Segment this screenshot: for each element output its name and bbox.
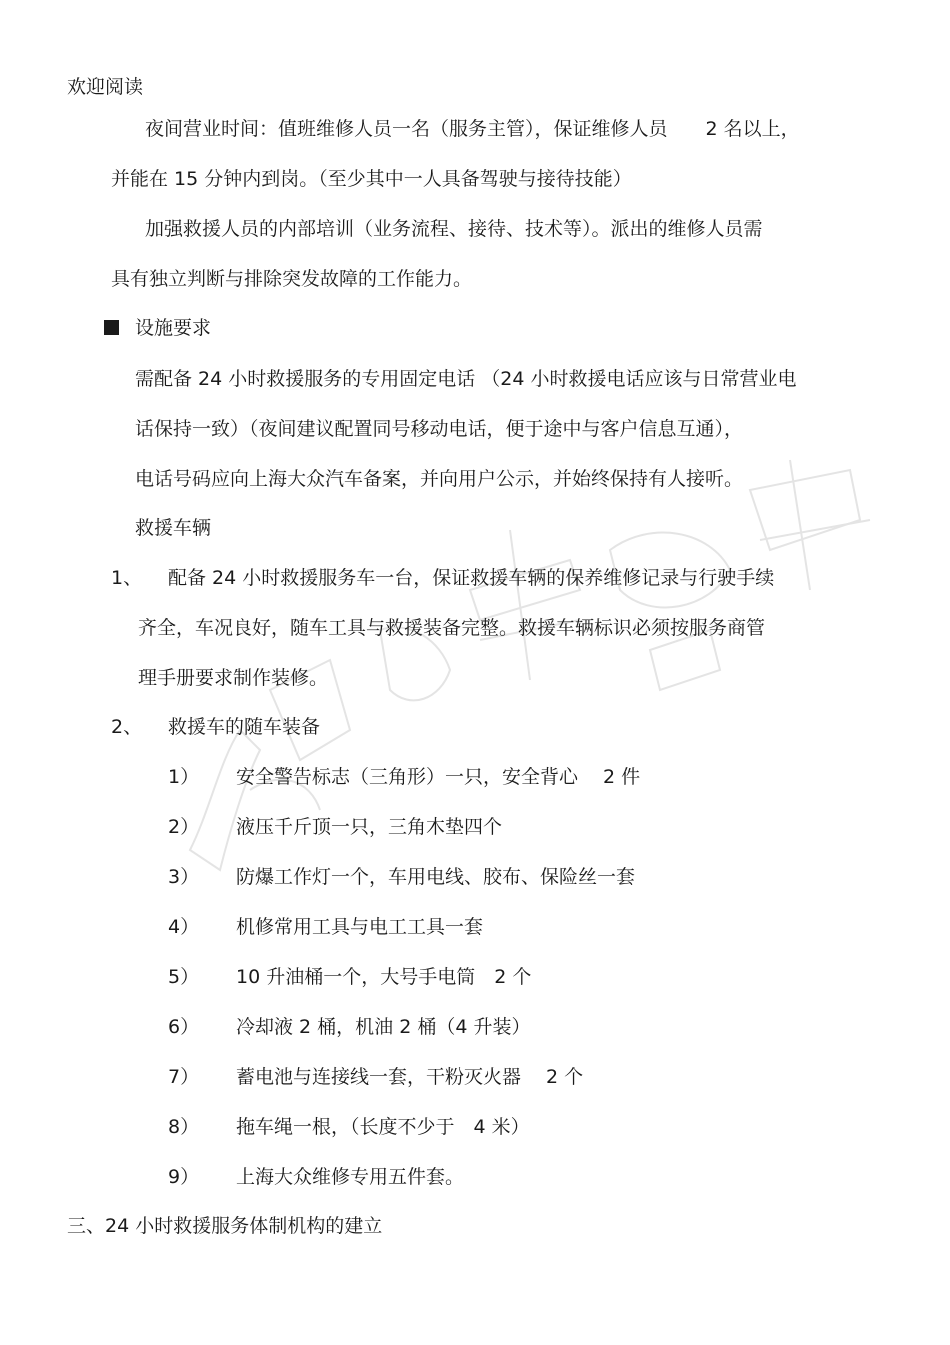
equipment-number: 6）: [168, 1016, 200, 1038]
equipment-number: 8）: [168, 1116, 200, 1138]
equipment-item: 防爆工作灯一个，车用电线、胶布、保险丝一套: [236, 866, 636, 888]
equipment-number: 4）: [168, 916, 200, 938]
paragraph-night-hours-line2: 并能在 15 分钟内到岗。（至少其中一人具备驾驶与接待技能）: [111, 168, 632, 190]
equipment-item: 安全警告标志（三角形）一只，安全背心 2 件: [236, 766, 641, 788]
phone-paragraph-line1: 需配备 24 小时救援服务的专用固定电话 （24 小时救援电话应该与日常营业电: [135, 368, 797, 390]
equipment-item: 上海大众维修专用五件套。: [236, 1166, 465, 1188]
paragraph-training-line1: 加强救援人员的内部培训（业务流程、接待、技术等）。派出的维修人员需: [145, 218, 763, 240]
paragraph-night-hours-line1: 夜间营业时间：值班维修人员一名（服务主管），保证维修人员 2 名以上，: [145, 118, 800, 140]
equipment-item: 冷却液 2 桶，机油 2 桶（4 升装）: [236, 1016, 531, 1038]
item1-line3: 理手册要求制作装修。: [138, 667, 329, 689]
header-text: 欢迎阅读: [67, 76, 144, 98]
paragraph-training-line2: 具有独立判断与排除突发故障的工作能力。: [111, 268, 473, 290]
phone-paragraph-line2: 话保持一致）（夜间建议配置同号移动电话，便于途中与客户信息互通），: [135, 418, 744, 440]
equipment-item: 液压千斤顶一只，三角木垫四个: [236, 816, 503, 838]
equipment-number: 1）: [168, 766, 200, 788]
equipment-number: 9）: [168, 1166, 200, 1188]
equipment-number: 5）: [168, 966, 200, 988]
equipment-number: 2）: [168, 816, 200, 838]
item1-line2: 齐全，车况良好，随车工具与救援装备完整。救援车辆标识必须按服务商管: [138, 617, 766, 639]
square-bullet-icon: [104, 320, 119, 335]
phone-paragraph-line3: 电话号码应向上海大众汽车备案，并向用户公示，并始终保持有人接听。: [135, 468, 744, 490]
item1-line1: 配备 24 小时救援服务车一台，保证救援车辆的保养维修记录与行驶手续: [168, 567, 775, 589]
vehicle-section-title: 救援车辆: [135, 517, 212, 539]
equipment-number: 3）: [168, 866, 200, 888]
section3-title: 三、24 小时救援服务体制机构的建立: [67, 1215, 383, 1237]
item1-number: 1、: [111, 567, 143, 589]
equipment-item: 蓄电池与连接线一套，干粉灭火器 2 个: [236, 1066, 584, 1088]
equipment-item: 机修常用工具与电工工具一套: [236, 916, 484, 938]
equipment-item: 10 升油桶一个，大号手电筒 2 个: [236, 966, 532, 988]
equipment-number: 7）: [168, 1066, 200, 1088]
item2-number: 2、: [111, 716, 143, 738]
equipment-item: 拖车绳一根，（长度不少于 4 米）: [236, 1116, 530, 1138]
section-facilities-title: 设施要求: [135, 317, 212, 339]
item2-text: 救援车的随车装备: [168, 716, 321, 738]
